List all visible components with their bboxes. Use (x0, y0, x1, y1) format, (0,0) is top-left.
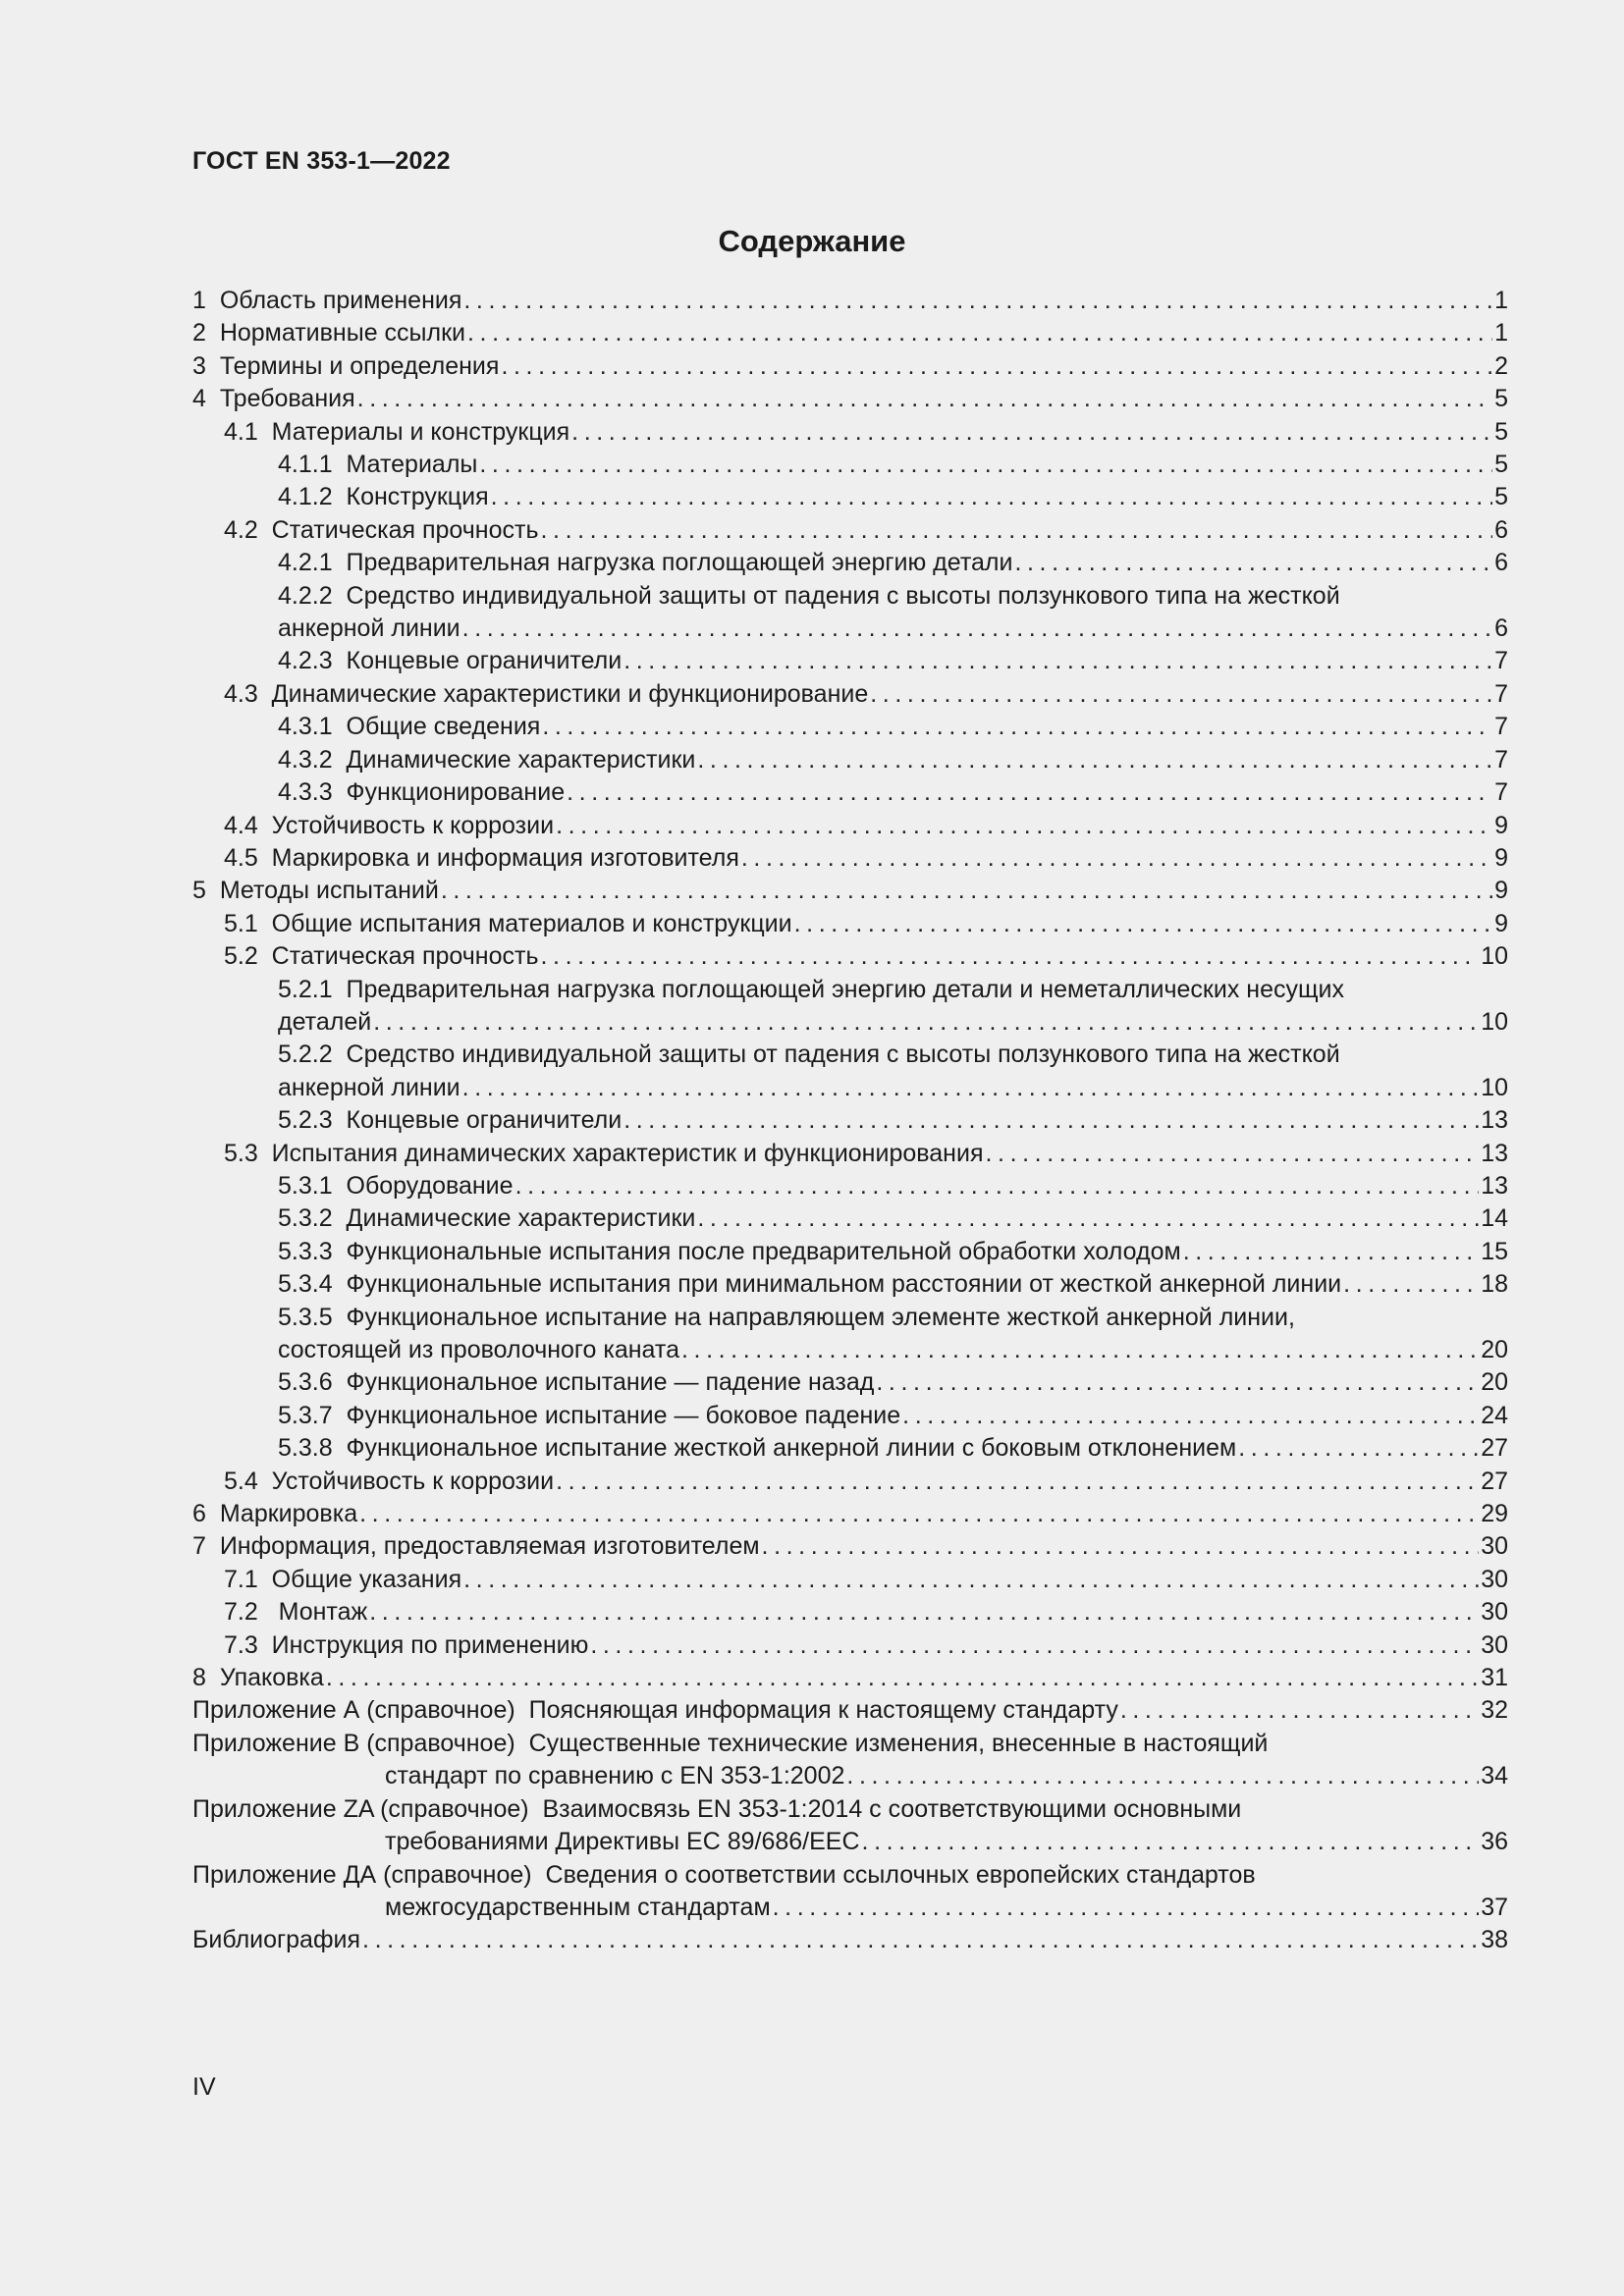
document-header: ГОСТ EN 353-1—2022 (192, 147, 451, 175)
toc-entry-number: 5.3.6 (278, 1368, 333, 1397)
toc-entry[interactable] (192, 678, 1508, 711)
toc-entry-page: 30 (1481, 1630, 1508, 1659)
toc-entry[interactable] (192, 1268, 1508, 1301)
toc-entry-page: 7 (1494, 745, 1508, 774)
toc-entry-title: Испытания динамических характеристик и функционирования (271, 1139, 984, 1167)
toc-entry[interactable] (192, 842, 1508, 875)
toc-entry[interactable] (192, 810, 1508, 842)
toc-entry-number: 5 (192, 877, 206, 905)
leader-dots (515, 1170, 1480, 1202)
toc-entry-title: Средство индивидуальной защиты от падения с высоты ползункового типа на жесткой (346, 581, 1340, 610)
leader-dots (846, 1760, 1479, 1792)
toc-entry[interactable] (192, 1530, 1508, 1563)
leader-dots (870, 678, 1492, 711)
toc-entry-page: 20 (1481, 1368, 1508, 1397)
toc-entry-number: 3 (192, 351, 206, 380)
toc-entry[interactable] (192, 1302, 1508, 1367)
leader-dots (1343, 1268, 1479, 1301)
toc-entry-number: Приложение В (справочное) (192, 1729, 515, 1757)
toc-entry-page: 30 (1481, 1532, 1508, 1561)
toc-entry-title: Область применения (219, 287, 462, 314)
toc-entry[interactable] (192, 383, 1508, 415)
toc-entry-page: 15 (1481, 1237, 1508, 1265)
toc-entry-appendix[interactable] (192, 1793, 1508, 1859)
toc-entry-page: 10 (1481, 1073, 1508, 1101)
toc-entry-number: 4.1 (224, 417, 258, 446)
toc-entry-title: Функциональное испытание жесткой анкерной линии с боковым отклонением (346, 1434, 1237, 1463)
toc-entry[interactable] (192, 1236, 1508, 1268)
leader-dots (590, 1629, 1479, 1662)
toc-entry-number: 4.3 (224, 679, 258, 708)
toc-entry[interactable] (192, 1662, 1508, 1694)
toc-entry-number: 4.3.3 (278, 778, 333, 807)
table-of-contents (192, 285, 1508, 1957)
toc-entry-title: Статическая прочность (271, 515, 539, 544)
toc-entry-title: Термины и определения (219, 351, 500, 380)
toc-entry[interactable] (192, 449, 1508, 481)
leader-dots (373, 1006, 1479, 1039)
toc-entry-page: 9 (1494, 909, 1508, 937)
toc-entry[interactable] (192, 1498, 1508, 1530)
toc-entry[interactable] (192, 940, 1508, 973)
toc-entry[interactable] (192, 285, 1508, 317)
toc-entry-number: 5.2.2 (278, 1041, 333, 1069)
toc-entry-title: Материалы и конструкция (271, 417, 570, 446)
toc-entry-title: Инструкция по применению (271, 1630, 589, 1659)
leader-dots (362, 1924, 1479, 1956)
leader-dots (697, 744, 1492, 776)
toc-entry[interactable] (192, 1170, 1508, 1202)
leader-dots (462, 1072, 1480, 1104)
toc-entry-number: 5.4 (224, 1467, 258, 1495)
toc-entry-appendix[interactable] (192, 1728, 1508, 1793)
toc-entry-title: Функциональные испытания после предварительной обработки холодом (346, 1237, 1181, 1265)
toc-entry-number: 6 (192, 1500, 206, 1528)
toc-entry-title: Монтаж (278, 1598, 368, 1627)
toc-entry-title: Устойчивость к коррозии (271, 1467, 555, 1495)
toc-entry-title-continued: требованиями Директивы ЕС 89/686/ЕЕС (385, 1828, 860, 1856)
toc-entry-number: 5.3.2 (278, 1204, 333, 1233)
leader-dots (463, 285, 1492, 317)
toc-entry-page: 9 (1494, 811, 1508, 839)
toc-entry-title: Материалы (346, 451, 478, 479)
toc-entry-number: 7.1 (224, 1565, 258, 1593)
toc-entry-page: 24 (1481, 1401, 1508, 1429)
toc-entry-appendix[interactable] (192, 1859, 1508, 1925)
toc-entry-number: 5.2.3 (278, 1106, 333, 1135)
toc-entry-number: 4.3.2 (278, 745, 333, 774)
leader-dots (556, 1466, 1479, 1498)
toc-entry-title: Динамические характеристики (346, 1204, 696, 1233)
toc-entry-page: 6 (1494, 614, 1508, 643)
leader-dots (491, 481, 1492, 513)
leader-dots (556, 810, 1492, 842)
toc-entry-title: Предварительная нагрузка поглощающей энергию детали (346, 549, 1013, 577)
toc-entry-page: 7 (1494, 713, 1508, 741)
toc-entry-title: Динамические характеристики и функционирование (271, 679, 869, 708)
leader-dots (862, 1826, 1480, 1858)
toc-entry-page: 13 (1481, 1171, 1508, 1200)
leader-dots (369, 1596, 1479, 1629)
toc-entry-title: Предварительная нагрузка поглощающей энергию детали и неметаллических несущих (346, 975, 1345, 1003)
toc-entry-page: 30 (1481, 1565, 1508, 1593)
leader-dots (681, 1334, 1479, 1366)
toc-entry-page: 10 (1481, 942, 1508, 971)
toc-entry-number: 5.3.4 (278, 1270, 333, 1299)
toc-entry-number: 4.4 (224, 811, 258, 839)
leader-dots (794, 908, 1492, 940)
toc-entry-page: 34 (1481, 1762, 1508, 1790)
toc-entry-number: Приложение ZA (справочное) (192, 1794, 529, 1823)
toc-entry[interactable] (192, 1400, 1508, 1432)
toc-entry-title: Сведения о соответствии ссылочных европейских стандартов (545, 1860, 1256, 1889)
leader-dots (623, 1104, 1479, 1137)
toc-entry-page: 38 (1481, 1926, 1508, 1954)
toc-entry-page: 2 (1494, 351, 1508, 380)
toc-entry[interactable] (192, 1366, 1508, 1399)
toc-entry-page: 32 (1481, 1696, 1508, 1725)
toc-entry-number: 7.3 (224, 1630, 258, 1659)
toc-entry-page: 27 (1481, 1434, 1508, 1463)
toc-entry-number: 4.2.3 (278, 647, 333, 675)
toc-entry-page: 1 (1494, 319, 1508, 347)
toc-entry[interactable] (192, 1138, 1508, 1170)
toc-entry-page: 31 (1481, 1664, 1508, 1692)
toc-entry-title: Функциональное испытание — боковое падение (346, 1401, 901, 1429)
toc-entry-number: 5.3.7 (278, 1401, 333, 1429)
leader-dots (1183, 1236, 1480, 1268)
toc-entry-title: Требования (219, 385, 355, 413)
toc-entry-title: Средство индивидуальной защиты от падения с высоты ползункового типа на жесткой (346, 1041, 1340, 1069)
toc-entry-title: Функциональное испытание на направляющем элементе жесткой анкерной линии, (346, 1303, 1295, 1331)
toc-entry-page: 5 (1494, 385, 1508, 413)
leader-dots (623, 645, 1492, 677)
toc-entry-title: Упаковка (219, 1664, 324, 1692)
toc-entry-number: 5.2.1 (278, 975, 333, 1003)
toc-title: Содержание (718, 224, 906, 258)
toc-entry[interactable] (192, 974, 1508, 1040)
toc-entry-title-continued: анкерной линии (278, 614, 460, 643)
toc-entry-title: Информация, предоставляемая изготовителем (219, 1532, 760, 1561)
leader-dots (1120, 1694, 1479, 1727)
toc-entry-page: 20 (1481, 1336, 1508, 1363)
toc-entry-page: 13 (1481, 1106, 1508, 1135)
toc-entry-page: 27 (1481, 1467, 1508, 1495)
toc-entry-title: Маркировка и информация изготовителя (271, 843, 739, 872)
toc-entry[interactable] (192, 547, 1508, 579)
leader-dots (326, 1662, 1479, 1694)
toc-entry-title: Устойчивость к коррозии (271, 811, 555, 839)
toc-entry[interactable] (192, 1202, 1508, 1235)
toc-entry[interactable] (192, 481, 1508, 513)
toc-entry-page: 7 (1494, 647, 1508, 675)
toc-entry-page: 36 (1481, 1828, 1508, 1856)
toc-entry[interactable] (192, 317, 1508, 349)
toc-entry-number: 4.2.1 (278, 549, 333, 577)
toc-entry-title: Взаимосвязь EN 353-1:2014 с соответствующими основными (542, 1794, 1242, 1823)
toc-entry-page: 9 (1494, 843, 1508, 872)
toc-entry-page: 10 (1481, 1007, 1508, 1036)
leader-dots (501, 350, 1492, 383)
toc-entry-page: 5 (1494, 451, 1508, 479)
toc-entry[interactable] (192, 711, 1508, 743)
leader-dots (441, 875, 1492, 907)
leader-dots (540, 940, 1479, 973)
leader-dots (697, 1202, 1479, 1235)
toc-entry-number: 5.3.5 (278, 1303, 333, 1331)
page-number: IV (192, 2073, 216, 2101)
toc-entry[interactable] (192, 514, 1508, 547)
toc-entry-title: Общие испытания материалов и конструкции (271, 909, 792, 937)
toc-entry[interactable] (192, 645, 1508, 677)
toc-entry-title-continued: анкерной линии (278, 1073, 460, 1101)
toc-entry-title-continued: состоящей из проволочного каната (278, 1336, 679, 1363)
toc-entry-number: 4.5 (224, 843, 258, 872)
toc-entry-title: Функциональное испытание — падение назад (346, 1368, 875, 1397)
toc-entry-title: Концевые ограничители (346, 647, 623, 675)
toc-entry-bibliography[interactable] (192, 1924, 1508, 1956)
toc-entry[interactable] (192, 580, 1508, 646)
toc-entry-title: Статическая прочность (271, 942, 539, 971)
toc-entry-title-continued: межгосударственным стандартам (385, 1893, 771, 1921)
toc-entry-title: Методы испытаний (219, 877, 439, 905)
leader-dots (985, 1138, 1479, 1170)
toc-entry-number: 5.1 (224, 909, 258, 937)
toc-entry[interactable] (192, 1564, 1508, 1596)
toc-entry-title: Оборудование (346, 1171, 514, 1200)
toc-entry-number: 4.2.2 (278, 581, 333, 610)
toc-entry-title: Конструкция (346, 483, 489, 511)
toc-entry-page: 7 (1494, 679, 1508, 708)
leader-dots (542, 711, 1492, 743)
toc-entry-page: 5 (1494, 483, 1508, 511)
leader-dots (762, 1530, 1480, 1563)
toc-entry-number: 1 (192, 287, 206, 314)
toc-entry-number: Приложение А (справочное) (192, 1696, 515, 1725)
toc-entry-title: Библиография (192, 1926, 361, 1954)
leader-dots (741, 842, 1492, 875)
leader-dots (571, 416, 1492, 449)
toc-entry-title: Существенные технические изменения, внесенные в настоящий (528, 1729, 1269, 1757)
leader-dots (359, 1498, 1479, 1530)
toc-entry-page: 13 (1481, 1139, 1508, 1167)
toc-entry[interactable] (192, 1596, 1508, 1629)
toc-entry-title: Маркировка (219, 1500, 358, 1528)
toc-entry[interactable] (192, 1039, 1508, 1104)
toc-entry-page: 5 (1494, 417, 1508, 446)
leader-dots (467, 317, 1492, 349)
toc-entry[interactable] (192, 908, 1508, 940)
toc-entry-title: Функционирование (346, 778, 566, 807)
leader-dots (567, 776, 1492, 809)
toc-entry-number: 7 (192, 1532, 206, 1561)
toc-entry-number: 5.2 (224, 942, 258, 971)
toc-entry[interactable] (192, 875, 1508, 907)
leader-dots (540, 514, 1492, 547)
toc-entry-page: 6 (1494, 549, 1508, 577)
toc-entry-title-continued: деталей (278, 1007, 372, 1036)
leader-dots (1014, 547, 1492, 579)
toc-entry[interactable] (192, 416, 1508, 449)
leader-dots (462, 613, 1492, 645)
toc-entry-title: Функциональные испытания при минимальном расстоянии от жесткой анкерной линии (346, 1270, 1342, 1299)
leader-dots (902, 1400, 1479, 1432)
toc-entry[interactable] (192, 350, 1508, 383)
toc-entry-appendix[interactable] (192, 1694, 1508, 1727)
toc-entry-number: 7.2 (224, 1598, 258, 1627)
leader-dots (876, 1366, 1479, 1399)
toc-entry-page: 29 (1481, 1500, 1508, 1528)
leader-dots (773, 1892, 1480, 1924)
leader-dots (479, 449, 1492, 481)
toc-entry-title-continued: стандарт по сравнению с EN 353-1:2002 (385, 1762, 845, 1790)
toc-entry-page: 6 (1494, 515, 1508, 544)
toc-entry-page: 30 (1481, 1598, 1508, 1627)
toc-entry-number: 4.1.2 (278, 483, 333, 511)
toc-entry-number: 4.3.1 (278, 713, 333, 741)
toc-entry-page: 18 (1481, 1270, 1508, 1299)
toc-entry-title: Динамические характеристики (346, 745, 696, 774)
toc-entry-number: Приложение ДА (справочное) (192, 1860, 532, 1889)
toc-entry[interactable] (192, 1432, 1508, 1465)
toc-entry-number: 4 (192, 385, 206, 413)
toc-entry-title: Поясняющая информация к настоящему стандарту (528, 1696, 1118, 1725)
toc-entry-number: 8 (192, 1664, 206, 1692)
toc-entry-number: 4.2 (224, 515, 258, 544)
toc-entry-title: Нормативные ссылки (219, 319, 465, 347)
toc-entry-number: 5.3.3 (278, 1237, 333, 1265)
toc-entry-number: 4.1.1 (278, 451, 333, 479)
toc-entry-number: 5.3.8 (278, 1434, 333, 1463)
toc-entry-title: Концевые ограничители (346, 1106, 623, 1135)
toc-entry[interactable] (192, 1629, 1508, 1662)
toc-entry-page: 37 (1481, 1893, 1508, 1921)
toc-entry-title: Общие указания (271, 1565, 462, 1593)
leader-dots (357, 383, 1492, 415)
toc-entry-page: 14 (1481, 1204, 1508, 1233)
toc-entry-page: 1 (1494, 287, 1508, 314)
leader-dots (463, 1564, 1479, 1596)
toc-entry[interactable] (192, 1466, 1508, 1498)
toc-entry-page: 7 (1494, 778, 1508, 807)
toc-entry[interactable] (192, 744, 1508, 776)
toc-entry-page: 9 (1494, 877, 1508, 905)
toc-entry[interactable] (192, 1104, 1508, 1137)
toc-entry-number: 5.3 (224, 1139, 258, 1167)
toc-entry-number: 2 (192, 319, 206, 347)
toc-entry[interactable] (192, 776, 1508, 809)
leader-dots (1238, 1432, 1479, 1465)
toc-entry-title: Общие сведения (346, 713, 541, 741)
toc-entry-number: 5.3.1 (278, 1171, 333, 1200)
